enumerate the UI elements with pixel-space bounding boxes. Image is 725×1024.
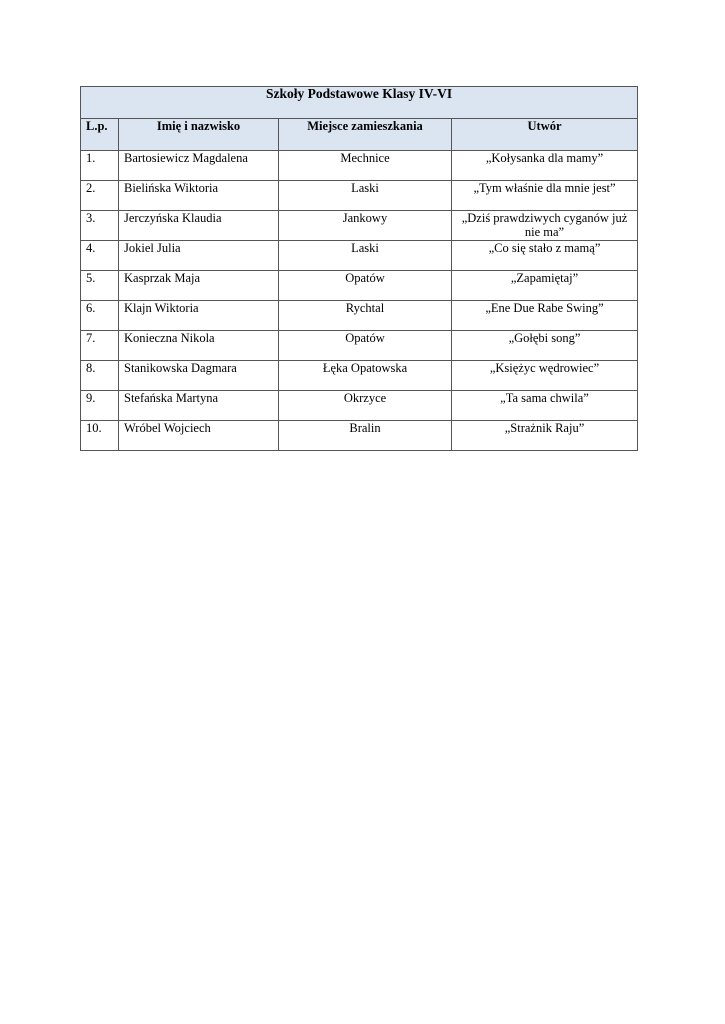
cell-place: Opatów [279, 271, 452, 301]
table-row [81, 151, 638, 181]
cell-piece: „Ta sama chwila” [452, 391, 638, 421]
cell-name: Konieczna Nikola [119, 331, 279, 361]
cell-place: Opatów [279, 331, 452, 361]
cell-place: Laski [279, 241, 452, 271]
cell-piece: „Tym właśnie dla mnie jest” [452, 181, 638, 211]
cell-place: Mechnice [279, 151, 452, 181]
header-piece: Utwór [452, 119, 638, 151]
cell-name: Jerczyńska Klaudia [119, 211, 279, 241]
cell-place: Bralin [279, 421, 452, 451]
cell-lp: 9. [81, 391, 119, 421]
cell-piece: „Dziś prawdziwych cyganów już nie ma” [452, 211, 638, 241]
cell-piece: „Zapamiętaj” [452, 271, 638, 301]
table-row [81, 331, 638, 361]
cell-name: Stanikowska Dagmara [119, 361, 279, 391]
table-caption-row [81, 87, 638, 119]
cell-lp: 10. [81, 421, 119, 451]
cell-piece: „Ene Due Rabe Swing” [452, 301, 638, 331]
cell-lp: 7. [81, 331, 119, 361]
cell-place: Rychtal [279, 301, 452, 331]
cell-name: Wróbel Wojciech [119, 421, 279, 451]
cell-lp: 8. [81, 361, 119, 391]
cell-place: Okrzyce [279, 391, 452, 421]
header-lp: L.p. [81, 119, 119, 151]
table-row [81, 391, 638, 421]
cell-name: Bielińska Wiktoria [119, 181, 279, 211]
cell-name: Bartosiewicz Magdalena [119, 151, 279, 181]
table-row [81, 301, 638, 331]
cell-piece: „Księżyc wędrowiec” [452, 361, 638, 391]
cell-lp: 1. [81, 151, 119, 181]
header-place: Miejsce zamieszkania [279, 119, 452, 151]
cell-lp: 6. [81, 301, 119, 331]
cell-lp: 4. [81, 241, 119, 271]
table-row [81, 271, 638, 301]
table-header-row [81, 119, 638, 151]
table-row [81, 241, 638, 271]
cell-lp: 2. [81, 181, 119, 211]
table-row [81, 181, 638, 211]
cell-place: Łęka Opatowska [279, 361, 452, 391]
cell-name: Kasprzak Maja [119, 271, 279, 301]
results-table [80, 86, 638, 451]
cell-lp: 3. [81, 211, 119, 241]
cell-name: Jokiel Julia [119, 241, 279, 271]
table-row [81, 421, 638, 451]
cell-piece: „Strażnik Raju” [452, 421, 638, 451]
table-row [81, 361, 638, 391]
cell-piece: „Kołysanka dla mamy” [452, 151, 638, 181]
cell-name: Klajn Wiktoria [119, 301, 279, 331]
cell-piece: „Co się stało z mamą” [452, 241, 638, 271]
table-body [81, 151, 638, 451]
table-caption: Szkoły Podstawowe Klasy IV-VI [81, 87, 638, 119]
cell-place: Jankowy [279, 211, 452, 241]
cell-name: Stefańska Martyna [119, 391, 279, 421]
header-name: Imię i nazwisko [119, 119, 279, 151]
table-row [81, 211, 638, 241]
cell-piece: „Gołębi song” [452, 331, 638, 361]
cell-lp: 5. [81, 271, 119, 301]
cell-place: Laski [279, 181, 452, 211]
